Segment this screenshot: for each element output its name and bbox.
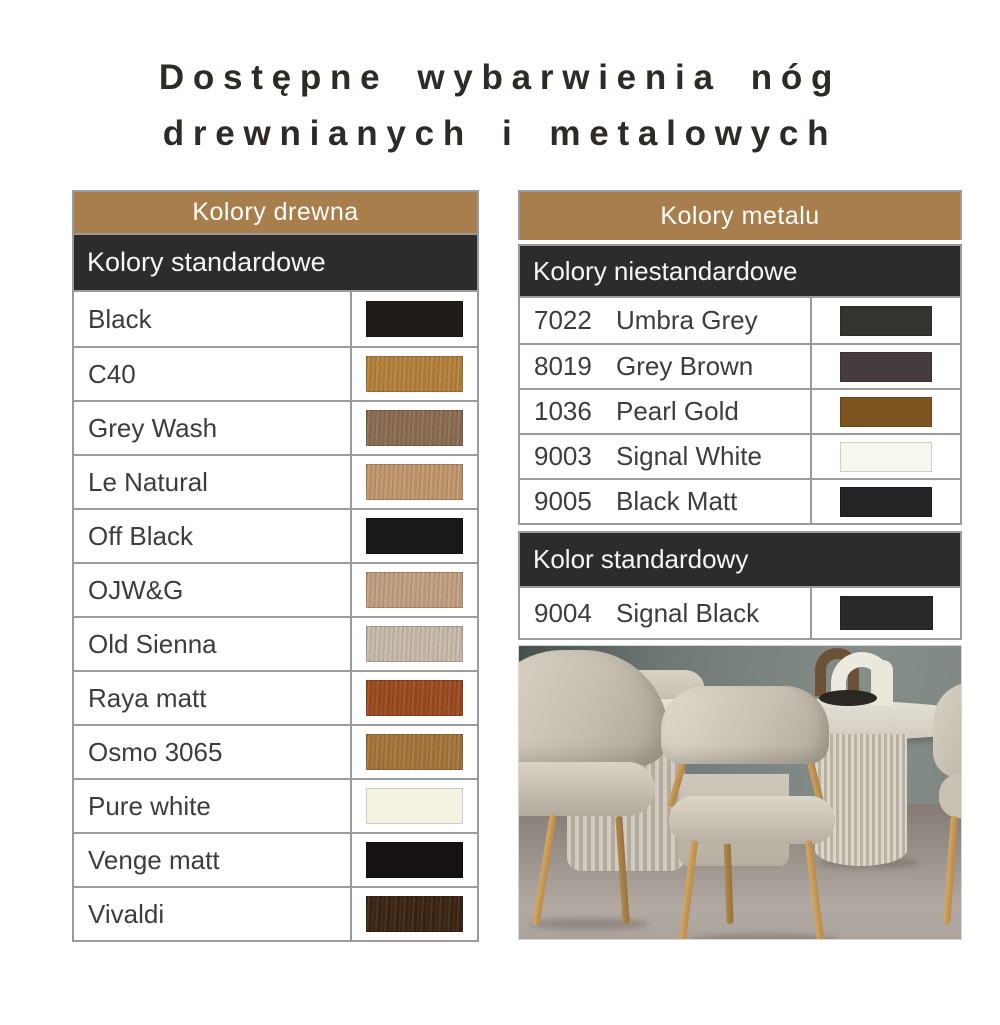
color-label: Vivaldi [88, 898, 165, 929]
metal-table-header: Kolory metalu [518, 190, 962, 240]
color-label [520, 480, 810, 523]
color-swatch [366, 301, 463, 337]
color-swatch [840, 306, 932, 336]
table-row [520, 433, 960, 478]
swatch-cell [810, 588, 960, 638]
color-swatch [366, 518, 463, 554]
swatch-cell [350, 618, 477, 670]
table-row [520, 388, 960, 433]
color-name: Pearl Gold [616, 396, 739, 426]
swatch-cell [350, 456, 477, 508]
page-title [0, 50, 1000, 162]
color-swatch [366, 734, 463, 770]
swatch-cell [810, 390, 960, 433]
color-swatch [840, 352, 932, 382]
color-swatch [366, 842, 463, 878]
color-name: Black Matt [616, 486, 738, 516]
color-label: Le Natural [88, 466, 208, 497]
swatch-cell [810, 480, 960, 523]
ral-code: 8019 [534, 351, 592, 381]
color-swatch [366, 626, 463, 662]
swatch-cell [350, 510, 477, 562]
ral-code: 9003 [534, 441, 592, 471]
vase-bowl [819, 690, 877, 706]
color-name: Signal White [616, 441, 762, 471]
color-label: Osmo 3065 [88, 736, 223, 767]
table-row [74, 778, 477, 832]
swatch-cell [350, 672, 477, 724]
table-row [520, 478, 960, 523]
color-swatch [840, 487, 932, 517]
swatch-cell [350, 292, 477, 346]
swatch-cell [350, 780, 477, 832]
table-row [74, 562, 477, 616]
table-row [74, 670, 477, 724]
swatch-cell [350, 834, 477, 886]
swatch-cell [350, 402, 477, 454]
ral-code: 9004 [534, 597, 592, 628]
color-label [520, 298, 810, 343]
swatch-cell [350, 726, 477, 778]
swatch-cell [810, 298, 960, 343]
table-row [74, 292, 477, 346]
swatch-cell [350, 564, 477, 616]
color-label: Pure white [88, 790, 211, 821]
product-photo [518, 645, 962, 940]
color-label: Black [88, 303, 152, 334]
table-row [520, 298, 960, 343]
swatch-cell [350, 348, 477, 400]
color-name: Signal Black [616, 597, 760, 628]
table-row [74, 616, 477, 670]
color-label: C40 [88, 358, 136, 389]
page-title-line1: Dostępne wybarwienia nóg [158, 58, 842, 97]
metal-nonstandard-subheader: Kolory niestandardowe [518, 244, 962, 296]
wood-table-rows [72, 290, 479, 942]
metal-standard-rows [518, 586, 962, 640]
color-swatch [840, 596, 933, 630]
floor-shadow [529, 918, 649, 930]
color-swatch [366, 464, 463, 500]
color-label [520, 435, 810, 478]
color-swatch [366, 572, 463, 608]
color-swatch [366, 788, 463, 824]
color-label: OJW&G [88, 574, 184, 605]
wood-table-subheader: Kolory standardowe [72, 233, 479, 290]
color-swatch [840, 442, 932, 472]
page-title-line2: drewnianych i metalowych [162, 114, 838, 153]
table-row [74, 832, 477, 886]
color-name: Umbra Grey [616, 305, 758, 335]
color-label: Off Black [88, 520, 194, 551]
color-swatch [366, 680, 463, 716]
color-swatch [366, 896, 463, 932]
color-label [520, 390, 810, 433]
center-chair-backrest [661, 686, 829, 764]
left-chair-seat [518, 762, 655, 816]
table-row [74, 454, 477, 508]
color-label [520, 345, 810, 388]
metal-standard-subheader: Kolor standardowy [518, 531, 962, 586]
color-swatch [366, 410, 463, 446]
metal-nonstandard-rows [518, 296, 962, 525]
color-name: Grey Brown [616, 351, 754, 381]
ral-code: 7022 [534, 305, 592, 335]
wood-table-header: Kolory drewna [72, 190, 479, 233]
fluted-pedestal-right [815, 734, 907, 866]
color-label: Old Sienna [88, 628, 217, 659]
color-label: Grey Wash [88, 412, 218, 443]
center-chair-seat [669, 796, 835, 844]
table-row [74, 346, 477, 400]
table-row [520, 343, 960, 388]
color-label [520, 588, 810, 638]
color-swatch [366, 356, 463, 392]
ral-code: 1036 [534, 396, 592, 426]
wood-colors-table [72, 190, 479, 942]
ral-code: 9005 [534, 486, 592, 516]
table-row [74, 724, 477, 778]
metal-colors-table [518, 190, 962, 640]
color-swatch [840, 397, 932, 427]
swatch-cell [810, 435, 960, 478]
color-label: Raya matt [88, 682, 207, 713]
table-row [520, 588, 960, 638]
swatch-cell [350, 888, 477, 940]
table-row [74, 508, 477, 562]
table-row [74, 400, 477, 454]
color-label: Venge matt [88, 844, 220, 875]
swatch-cell [810, 345, 960, 388]
table-row [74, 886, 477, 940]
